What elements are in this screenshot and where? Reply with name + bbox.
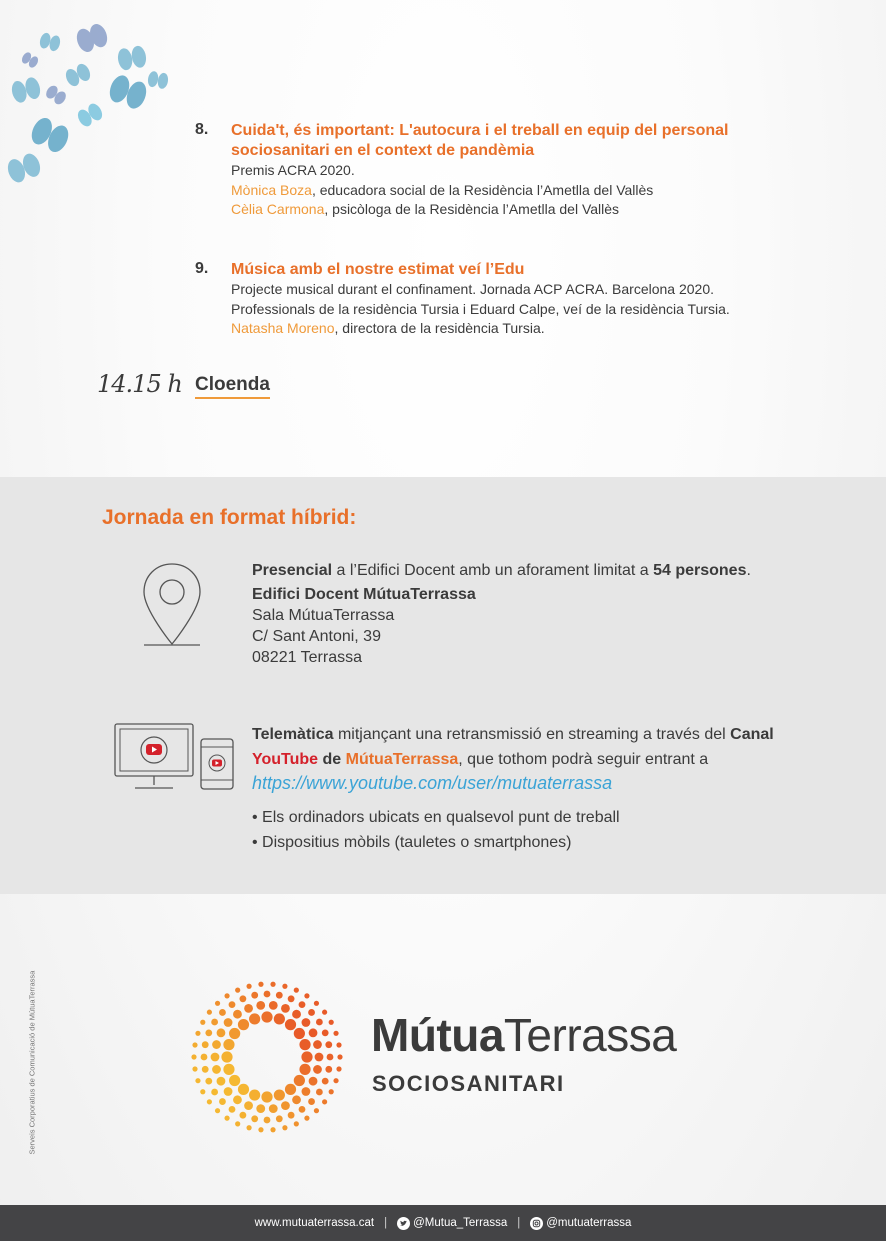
presencial-text2: . [746,562,751,579]
logo-dot [215,1108,220,1113]
logo-dot [281,1101,290,1110]
logo-dot [294,988,299,993]
logo-dot [235,1121,240,1126]
logo-dot [336,1042,341,1047]
item-9-person [231,319,791,339]
logo-dot [200,1089,205,1094]
logo-dot [288,995,295,1002]
logo-dot [292,1095,301,1104]
item-9-block [231,260,791,339]
logo-dot [299,1001,306,1008]
logo-dot [256,1104,265,1113]
logo-dot [314,1108,319,1113]
logo-dot [258,982,263,987]
logo-dot [294,1028,305,1039]
item-9-person-name: Natasha Moreno [231,320,335,336]
logo-dot [249,1013,260,1024]
logo-dot [302,1087,311,1096]
logo-dot [327,1054,334,1061]
logo-dot [219,1009,226,1016]
logo-dot [333,1078,338,1083]
hybrid-title: Jornada en format híbrid: [102,506,357,529]
item-8-title-line2: sociosanitari en el context de pandèmia [231,142,535,159]
item-8-person2 [231,200,791,220]
presencial-count: 54 persones [653,562,747,579]
presencial-line [252,560,812,581]
logo-dot [281,1004,290,1013]
logo-dot [322,1010,327,1015]
logo-dot [207,1010,212,1015]
logo-dot [270,1127,275,1132]
brand-name-bold: Mútua [371,1009,504,1061]
item-9-number: 9. [195,260,209,277]
logo-dot [217,1077,226,1086]
logo-dot [299,1064,310,1075]
logo-dot [315,1053,324,1062]
logo-dot [239,1112,246,1119]
logo-dot [282,1125,287,1130]
logo-dot [229,1001,236,1008]
telematica-text2: , que tothom podrà seguir entrant a [458,751,709,768]
venue-room: Sala MútuaTerrassa [252,607,395,624]
logo-dot [294,1075,305,1086]
logo-dot [264,991,271,998]
logo-dot [201,1054,208,1061]
mutuaterrassa-logo-mark [188,978,346,1136]
logo-dot [195,1031,200,1036]
logo-dot [217,1028,226,1037]
presencial-lead: Presencial [252,562,333,579]
logo-dot [302,1018,311,1027]
logo-dot [336,1066,341,1071]
logo-dot [246,984,251,989]
logo-dot [316,1019,323,1026]
vertical-credit: Serveis Corporatius de Comunicació de MútuaTerrassa [27,970,37,1155]
footer-twitter-handle: @Mutua_Terrassa [413,1217,508,1229]
logo-dot [322,1078,329,1085]
footer-twitter-link[interactable] [397,1217,507,1230]
item-8-person1-name: Mònica Boza [231,181,312,198]
logo-dot [192,1042,197,1047]
footer-website-link[interactable]: www.mutuaterrassa.cat [254,1217,375,1229]
item-8-person2-name: Cèlia Carmona [231,201,325,217]
logo-dot [294,1121,299,1126]
logo-dot [274,1013,285,1024]
presencial-block [252,560,812,668]
telematica-text1: mitjançant una retransmissió en streaming a través del [333,726,731,743]
item-8-award: Premis ACRA 2020. [231,162,355,178]
butterflies-decoration [0,10,190,200]
logo-dot [238,1019,249,1030]
location-pin-icon [140,562,204,650]
logo-dot [205,1078,212,1085]
logo-dot [200,1020,205,1025]
footer-bar [0,1205,886,1241]
logo-dot [264,1117,271,1124]
logo-dot [212,1040,221,1049]
device-list-text: Els ordinadors ubicats en qualsevol punt de treball [262,809,620,826]
logo-dot [229,1106,236,1113]
venue-street: C/ Sant Antoni, 39 [252,628,381,645]
logo-dot [285,1084,296,1095]
logo-dot [244,1101,253,1110]
logo-dot [270,982,275,987]
logo-dot [251,992,258,999]
logo-dot [258,1127,263,1132]
logo-dot [329,1089,334,1094]
item-9-person-role: , directora de la residència Tursia. [334,320,545,336]
logo-dot [316,1089,323,1096]
logo-dot [202,1041,209,1048]
logo-dot [304,1116,309,1121]
logo-dot [337,1054,342,1059]
item-8-title-line1: Cuida't, és important: L'autocura i el treball en equip del personal [231,122,729,139]
logo-dot [269,1001,278,1010]
logo-dot [274,1089,285,1100]
closing-time: 14.15 h [97,370,182,398]
logo-dot [329,1020,334,1025]
brand-name [371,1008,676,1062]
logo-dot [207,1099,212,1104]
logo-dot [191,1054,196,1059]
logo-dot [221,1051,232,1062]
youtube-label: YouTube [252,751,319,768]
logo-dot [233,1010,242,1019]
telematica-lead: Telemàtica [252,726,334,743]
devices-streaming-icon [113,722,237,792]
logo-dot [211,1019,218,1026]
bullet-dot: • [252,834,263,851]
bullet-dot: • [252,809,263,826]
logo-dot [282,984,287,989]
logo-dot [301,1051,312,1062]
youtube-channel-link[interactable]: https://www.youtube.com/user/mutuaterrassa [252,773,613,793]
logo-dot [195,1078,200,1083]
logo-dot [229,1075,240,1086]
footer-instagram-link[interactable] [530,1217,631,1230]
logo-dot [308,1009,315,1016]
logo-dot [322,1099,327,1104]
logo-dot [304,993,309,998]
item-8-person1 [231,181,791,201]
presencial-text1: a l’Edifici Docent amb un aforament limitat a [332,562,654,579]
footer-separator: | [384,1217,388,1229]
logo-dot [276,992,283,999]
telematica-canal: Canal [730,726,774,743]
logo-dot [261,1091,272,1102]
logo-dot [246,1125,251,1130]
item-9-title: Música amb el nostre estimat veí l’Edu [231,261,525,278]
logo-dot [205,1029,212,1036]
logo-dot [308,1098,315,1105]
logo-dot [211,1053,220,1062]
logo-dot [229,1028,240,1039]
device-list-text: Dispositius mòbils (tauletes o smartphones) [262,834,572,851]
logo-dot [239,995,246,1002]
telematica-brand: MútuaTerrassa [345,751,459,768]
logo-dot [322,1029,329,1036]
telematica-de: de [318,751,346,768]
logo-dot [285,1019,296,1030]
logo-dot [325,1066,332,1073]
telematica-block [252,722,812,855]
logo-dot [309,1077,318,1086]
logo-dot [233,1095,242,1104]
logo-dot [313,1065,322,1074]
logo-dot [244,1004,253,1013]
logo-dot [333,1031,338,1036]
footer-separator: | [517,1217,521,1229]
venue-name: Edifici Docent MútuaTerrassa [252,586,476,603]
device-list-item [252,830,812,855]
logo-dot [261,1011,272,1022]
instagram-icon [530,1217,543,1230]
logo-dot [192,1066,197,1071]
logo-dot [309,1028,318,1037]
logo-dot [299,1106,306,1113]
logo-dot [223,1039,234,1050]
logo-dot [224,1018,233,1027]
logo-dot [313,1040,322,1049]
item-8-person1-role: , educadora social de la Residència l’Ametlla del Vallès [311,181,654,198]
venue-city: 08221 Terrassa [252,649,362,666]
logo-dot [219,1098,226,1105]
logo-dot [292,1010,301,1019]
closing-label: Cloenda [195,374,270,399]
brand-name-light: Terrassa [503,1009,677,1061]
device-list [252,805,812,855]
logo-dot [238,1084,249,1095]
logo-dot [314,1001,319,1006]
logo-dot [256,1001,265,1010]
item-8-number: 8. [195,121,209,138]
item-9-line1: Projecte musical durant el confinament. Jornada ACP ACRA. Barcelona 2020. [231,281,715,297]
logo-dot [249,1089,260,1100]
logo-dot [325,1041,332,1048]
item-8-block [231,121,791,220]
brand-subtitle: SOCIOSANITARI [372,1071,565,1096]
logo-dot [235,988,240,993]
logo-dot [251,1115,258,1122]
twitter-icon [397,1217,410,1230]
logo-dot [211,1089,218,1096]
footer-instagram-handle: @mutuaterrassa [546,1217,632,1229]
logo-dot [224,1087,233,1096]
item-9-line2: Professionals de la residència Tursia i Eduard Calpe, veí de la residència Tursia. [231,300,730,317]
logo-dot [224,993,229,998]
logo-dot [215,1001,220,1006]
logo-dot [269,1104,278,1113]
logo-dot [288,1112,295,1119]
logo-dot [276,1115,283,1122]
logo-dot [202,1066,209,1073]
logo-dot [224,1116,229,1121]
logo-dot [223,1064,234,1075]
device-list-item [252,805,812,830]
telematica-paragraph [252,722,812,772]
logo-dot [299,1039,310,1050]
logo-dot [212,1065,221,1074]
item-8-person2-role: , psicòloga de la Residència l’Ametlla del Vallès [324,201,620,217]
